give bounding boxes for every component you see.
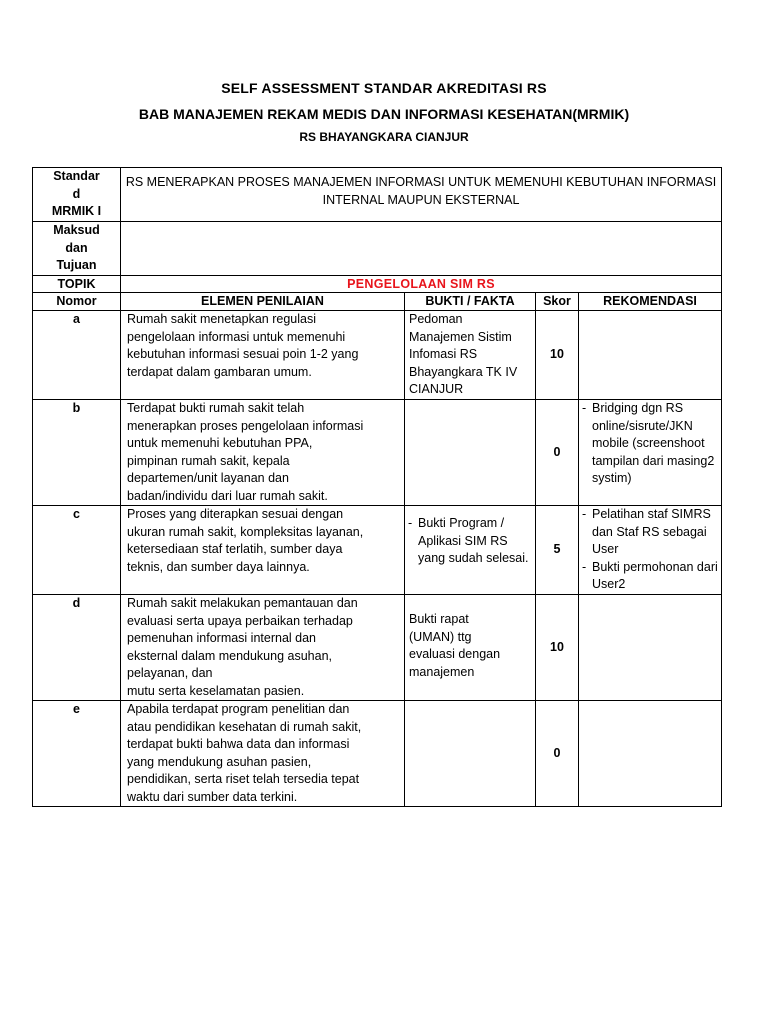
row-rekomendasi xyxy=(579,701,722,807)
maksud-label: Maksud dan Tujuan xyxy=(33,222,121,276)
row-nomor: e xyxy=(33,701,121,807)
maksud-text xyxy=(121,222,722,276)
row-rekomendasi xyxy=(579,595,722,701)
bukti-item: - Bukti Program / Aplikasi SIM RS yang sudah selesai. xyxy=(408,515,532,568)
rekomendasi-item: - Pelatihan staf SIMRS dan Staf RS sebagai User xyxy=(582,506,718,559)
document-subtitle: BAB MANAJEMEN REKAM MEDIS DAN INFORMASI KESEHATAN(MRMIK) xyxy=(138,106,630,122)
maksud-row xyxy=(33,222,722,276)
row-bukti: Bukti rapat (UMAN) ttg evaluasi dengan manajemen xyxy=(405,595,536,701)
row-skor: 10 xyxy=(536,595,579,701)
table-row xyxy=(33,311,722,400)
table-row xyxy=(33,400,722,506)
row-nomor: d xyxy=(33,595,121,701)
standard-text: RS MENERAPKAN PROSES MANAJEMEN INFORMASI UNTUK MEMENUHI KEBUTUHAN INFORMASI INTERNAL MAUPUN EKSTERNAL xyxy=(121,168,722,222)
row-bukti: Pedoman Manajemen Sistim Infomasi RS Bhayangkara TK IV CIANJUR xyxy=(405,311,536,400)
row-skor: 10 xyxy=(536,311,579,400)
rekomendasi-item: - Bukti permohonan dari User2 xyxy=(582,559,718,594)
col-header-elemen: ELEMEN PENILAIAN xyxy=(121,292,405,311)
row-elemen: Apabila terdapat program penelitian dan atau pendidikan kesehatan di rumah sakit, terdapat bukti bahwa data dan informasi yang mendukung asuhan pasien, pendidikan, serta riset telah tersedia tepat waktu dari sumber data terkini. xyxy=(121,701,405,807)
row-elemen: Rumah sakit menetapkan regulasi pengelolaan informasi untuk memenuhi kebutuhan informasi sesuai poin 1-2 yang terdapat dalam gambaran umum. xyxy=(121,311,405,400)
row-elemen: Terdapat bukti rumah sakit telah menerapkan proses pengelolaan informasi untuk memenuhi kebutuhan PPA, pimpinan rumah sakit, kepala departemen/unit layanan dan badan/individu dari luar rumah sakit. xyxy=(121,400,405,506)
assessment-table xyxy=(32,167,722,807)
table-row xyxy=(33,506,722,595)
row-nomor: c xyxy=(33,506,121,595)
standard-row xyxy=(33,168,722,222)
document-title: SELF ASSESSMENT STANDAR AKREDITASI RS xyxy=(221,80,547,96)
row-bukti xyxy=(405,506,536,595)
table-row xyxy=(33,595,722,701)
row-elemen: Proses yang diterapkan sesuai dengan ukuran rumah sakit, kompleksitas layanan, ketersediaan staf terlatih, sumber daya teknis, dan sumber daya lainnya. xyxy=(121,506,405,595)
topik-label: TOPIK xyxy=(33,275,121,292)
col-header-rekomendasi: REKOMENDASI xyxy=(579,292,722,311)
row-rekomendasi xyxy=(579,311,722,400)
hospital-name: RS BHAYANGKARA CIANJUR xyxy=(299,130,469,144)
row-rekomendasi xyxy=(579,506,722,595)
table-row xyxy=(33,701,722,807)
row-skor: 0 xyxy=(536,701,579,807)
row-nomor: b xyxy=(33,400,121,506)
row-rekomendasi xyxy=(579,400,722,506)
standard-label: Standar d MRMIK I xyxy=(33,168,121,222)
row-bukti xyxy=(405,701,536,807)
row-elemen: Rumah sakit melakukan pemantauan dan evaluasi serta upaya perbaikan terhadap pemenuhan informasi internal dan eksternal dalam mendukung asuhan, pelayanan, dan mutu serta keselamatan pasien. xyxy=(121,595,405,701)
col-header-bukti: BUKTI / FAKTA xyxy=(405,292,536,311)
row-bukti xyxy=(405,400,536,506)
row-skor: 5 xyxy=(536,506,579,595)
col-header-nomor: Nomor xyxy=(33,292,121,311)
column-header-row xyxy=(33,292,722,311)
topik-row xyxy=(33,275,722,292)
col-header-skor: Skor xyxy=(536,292,579,311)
row-nomor: a xyxy=(33,311,121,400)
topik-value: PENGELOLAAN SIM RS xyxy=(121,275,722,292)
row-skor: 0 xyxy=(536,400,579,506)
rekomendasi-item: - Bridging dgn RS online/sisrute/JKN mobile (screenshoot tampilan dari masing2 systim) xyxy=(582,400,718,488)
